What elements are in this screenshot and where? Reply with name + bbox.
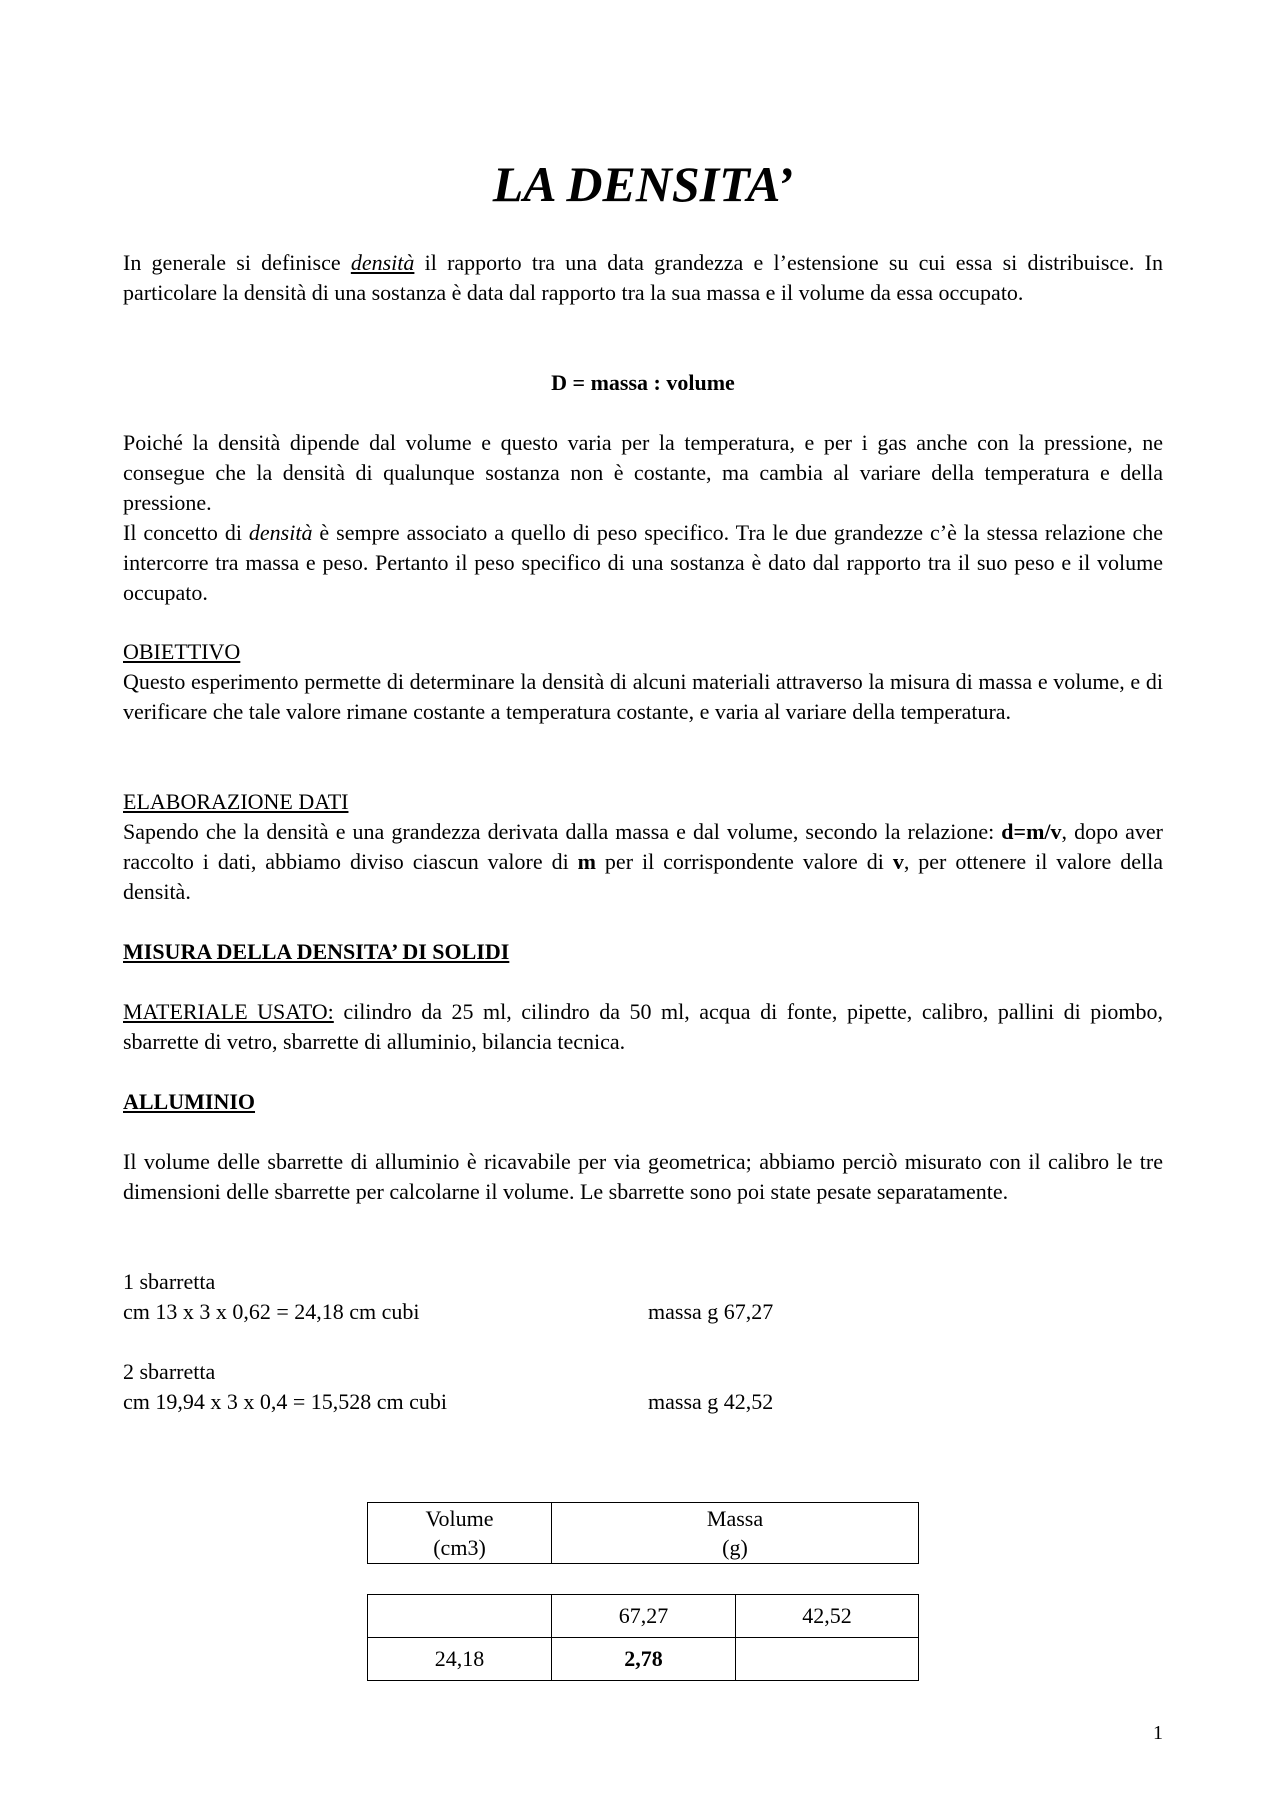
bar-2-calc: cm 19,94 x 3 x 0,4 = 15,528 cm cubi [123, 1389, 448, 1414]
text-2: , dopo aver raccolto i dati, abbiamo diviso ciascun valore di [123, 819, 1163, 874]
bar-1-mass: massa g 67,27 [648, 1299, 774, 1324]
text: Sapendo che la densità e una grandezza derivata dalla massa e dal volume, secondo la relazione: [123, 819, 1002, 844]
elaboration-heading: ELABORAZIONE DATI [123, 789, 349, 814]
term-densita: densità [350, 250, 415, 275]
header-volume-unit: (cm3) [433, 1535, 486, 1560]
table-row [368, 1503, 919, 1564]
density-table [367, 1594, 919, 1681]
solids-heading: MISURA DELLA DENSITA’ DI SOLIDI [123, 939, 510, 964]
bar-1-label: 1 sbarretta [123, 1269, 216, 1294]
intro-text-2: il rapporto tra una data grandezza e l’estensione su cui essa si distribuisce. In particolare la densità di una sostanza è data dal rapporto tra la sua massa e il volume da essa occupato. [123, 250, 1163, 305]
intro-text: In generale si definisce [123, 250, 351, 275]
table-cell-empty [368, 1595, 552, 1638]
term-densita-2: densità [248, 520, 313, 545]
temperature-paragraph: Poiché la densità dipende dal volume e questo varia per la temperatura, e per i gas anche con la pressione, ne consegue che la densità di qualunque sostanza non è costante, ma cambia al variare della temperatura e della pressione. [123, 430, 1163, 515]
symbol-v: v [892, 849, 904, 874]
bar-2-label: 2 sbarretta [123, 1359, 216, 1384]
materials-label: MATERIALE USATO: [123, 999, 334, 1024]
objective-text: Questo esperimento permette di determinare la densità di alcuni materiali attraverso la misura di massa e volume, e di verificare che tale valore rimane costante a temperatura costante, e varia al variare della temperatura. [123, 669, 1163, 724]
text-4: , per ottenere il valore della densità. [123, 849, 1163, 904]
table-row [368, 1638, 919, 1681]
objective-heading: OBIETTIVO [123, 639, 241, 664]
density-formula: D = massa : volume [551, 370, 735, 395]
header-mass-unit: (g) [722, 1535, 748, 1560]
specific-weight-paragraph [123, 518, 1163, 608]
bar-2-mass: massa g 42,52 [648, 1389, 774, 1414]
page-number: 1 [1153, 1722, 1163, 1744]
table-row [368, 1595, 919, 1638]
text-3: per il corrispondente valore di [595, 849, 893, 874]
materials-paragraph [123, 997, 1163, 1057]
page-title: LA DENSITA’ [492, 156, 794, 212]
volume-1-cell: 24,18 [368, 1638, 552, 1681]
header-volume-cell [368, 1503, 552, 1564]
table-cell-empty [736, 1638, 919, 1681]
symbol-m: m [577, 849, 596, 874]
materials-text: cilindro da 25 ml, cilindro da 50 ml, acqua di fonte, pipette, calibro, pallini di piombo, sbarrette di vetro, sbarrette di alluminio, bilancia tecnica. [123, 999, 1164, 1054]
density-1-cell: 2,78 [552, 1638, 736, 1681]
formula-dmv: d=m/v [1001, 819, 1062, 844]
header-mass: Massa [706, 1506, 764, 1531]
text: Il concetto di [123, 520, 249, 545]
elaboration-text [123, 817, 1163, 907]
text-2: è sempre associato a quello di peso specifico. Tra le due grandezze c’è la stessa relazione che intercorre tra massa e peso. Pertanto il peso specifico di una sostanza è dato dal rapporto tra il suo peso e il volume occupato. [123, 520, 1163, 605]
mass-2-cell: 42,52 [736, 1595, 919, 1638]
aluminium-text: Il volume delle sbarrette di alluminio è ricavabile per via geometrica; abbiamo perciò misurato con il calibro le tre dimensioni delle sbarrette per calcolarne il volume. Le sbarrette sono poi state pesate separatamente. [123, 1149, 1163, 1204]
mass-1-cell: 67,27 [552, 1595, 736, 1638]
bar-1-calc: cm 13 x 3 x 0,62 = 24,18 cm cubi [123, 1299, 420, 1324]
aluminium-heading: ALLUMINIO [123, 1089, 256, 1114]
header-mass-cell [552, 1503, 919, 1564]
intro-paragraph [123, 248, 1163, 308]
header-table [367, 1502, 919, 1564]
header-volume: Volume [425, 1506, 494, 1531]
